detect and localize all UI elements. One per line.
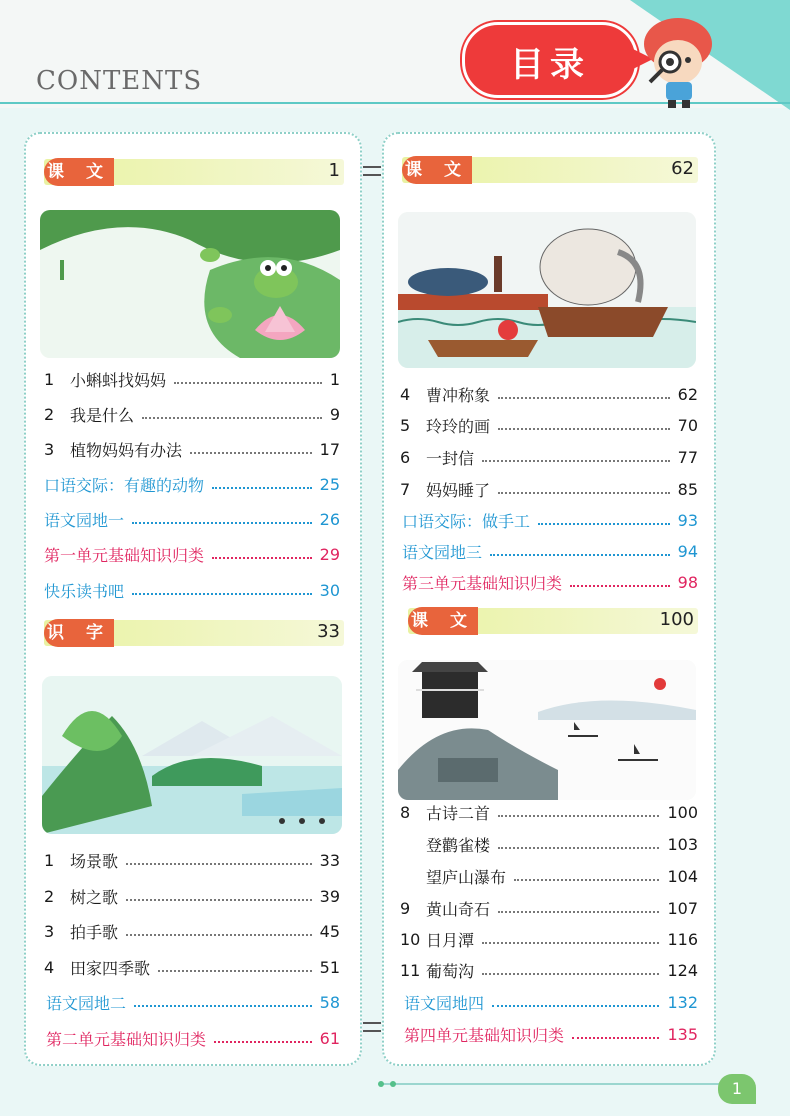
lesson-number: 6 <box>400 447 411 467</box>
page-number: 61 <box>319 1028 340 1048</box>
page-number: 77 <box>677 447 698 467</box>
toc-row[interactable] <box>402 538 698 564</box>
frog-lotus-illustration <box>40 210 340 358</box>
leader-dots <box>570 577 670 587</box>
lesson-title: 葡萄沟 <box>426 961 475 981</box>
lesson-title: 古诗二首 <box>426 803 491 823</box>
page-number: 17 <box>319 439 340 459</box>
section-page: 62 <box>671 158 694 179</box>
lesson-title: 口语交际：做手工 <box>402 511 531 531</box>
leader-dots <box>498 903 659 913</box>
page-number: 103 <box>667 834 698 854</box>
toc-row[interactable] <box>400 863 698 889</box>
page-number: 124 <box>667 960 698 980</box>
toc-row[interactable] <box>400 444 698 470</box>
toc-row[interactable] <box>402 569 698 595</box>
toc-row[interactable] <box>44 401 340 427</box>
leader-dots <box>126 926 312 936</box>
lesson-title: 语文园地四 <box>404 993 485 1013</box>
toc-row[interactable] <box>400 381 698 407</box>
leader-dots <box>498 389 670 399</box>
toc-row[interactable] <box>404 1021 698 1047</box>
page-number: 104 <box>667 866 698 886</box>
section-header-kewen-3 <box>408 608 698 634</box>
page-number: 62 <box>677 384 698 404</box>
leader-dots <box>126 855 312 865</box>
section-tag: 课 文 <box>44 158 114 186</box>
section-header-kewen-1 <box>44 159 344 185</box>
section-header-kewen-2 <box>402 157 698 183</box>
lesson-title: 登鹳雀楼 <box>426 835 491 855</box>
toc-row[interactable] <box>46 989 340 1015</box>
landscape-trees-illustration <box>42 676 342 834</box>
leader-dots <box>498 420 670 430</box>
leader-dots <box>212 549 312 559</box>
leader-dots <box>538 515 670 525</box>
footer-dot <box>378 1081 384 1087</box>
lesson-title: 我是什么 <box>70 405 135 425</box>
leader-dots <box>482 452 670 462</box>
lesson-title: 玲玲的画 <box>426 416 491 436</box>
toc-row[interactable] <box>400 799 698 825</box>
page-number: 25 <box>319 474 340 494</box>
footer-dot <box>390 1081 396 1087</box>
toc-row[interactable] <box>400 831 698 857</box>
section-tag: 识 字 <box>44 619 114 647</box>
page-number: 93 <box>677 510 698 530</box>
page-number: 1 <box>329 369 340 389</box>
lesson-number: 4 <box>44 957 55 977</box>
toc-row[interactable] <box>400 476 698 502</box>
page-number-badge: 1 <box>718 1074 756 1104</box>
leader-dots <box>142 409 322 419</box>
page-number: 107 <box>667 898 698 918</box>
lesson-title: 第四单元基础知识归类 <box>404 1025 565 1045</box>
leader-dots <box>214 1033 312 1043</box>
leader-dots <box>132 585 312 595</box>
page-number: 30 <box>319 580 340 600</box>
mascot-illustration <box>630 14 720 110</box>
lesson-title: 第三单元基础知识归类 <box>402 573 563 593</box>
lesson-title: 语文园地一 <box>44 510 125 530</box>
toc-row[interactable] <box>44 577 340 603</box>
lesson-number: 1 <box>44 369 55 389</box>
leader-dots <box>482 934 659 944</box>
page-number: 135 <box>667 1024 698 1044</box>
page-number: 29 <box>319 544 340 564</box>
leader-dots <box>492 997 659 1007</box>
lesson-number: 1 <box>44 850 55 870</box>
lesson-title: 树之歌 <box>70 887 119 907</box>
leader-dots <box>212 479 312 489</box>
leader-dots <box>132 514 312 524</box>
toc-row[interactable] <box>44 436 340 462</box>
footer-line <box>380 1083 740 1085</box>
toc-row[interactable] <box>44 918 340 944</box>
title-bubble <box>462 22 638 98</box>
lesson-title: 第一单元基础知识归类 <box>44 545 205 565</box>
leader-dots <box>490 546 670 556</box>
toc-row[interactable] <box>44 847 340 873</box>
lesson-number: 5 <box>400 415 411 435</box>
lesson-title: 曹冲称象 <box>426 385 491 405</box>
toc-row[interactable] <box>400 926 698 952</box>
lesson-title: 田家四季歌 <box>70 958 151 978</box>
lesson-number: 2 <box>44 886 55 906</box>
lesson-number: 2 <box>44 404 55 424</box>
leader-dots <box>174 374 322 384</box>
leader-dots <box>514 871 659 881</box>
leader-dots <box>498 807 659 817</box>
lesson-title: 黄山奇石 <box>426 899 491 919</box>
leader-dots <box>498 839 659 849</box>
lesson-number: 4 <box>400 384 411 404</box>
page-number: 33 <box>319 850 340 870</box>
leader-dots <box>158 962 312 972</box>
page-number: 85 <box>677 479 698 499</box>
lesson-number: 7 <box>400 479 411 499</box>
leader-dots <box>572 1029 659 1039</box>
page-number: 58 <box>319 992 340 1012</box>
tower-landscape-illustration <box>398 660 696 800</box>
panel-connector-icon <box>361 164 383 178</box>
leader-dots <box>498 484 670 494</box>
page-number: 45 <box>319 921 340 941</box>
page-number: 132 <box>667 992 698 1012</box>
page-number: 39 <box>319 886 340 906</box>
page-title: 目录 <box>510 45 590 85</box>
section-tag: 课 文 <box>402 156 472 184</box>
lesson-title: 拍手歌 <box>70 922 119 942</box>
leader-dots <box>190 444 312 454</box>
page-number: 98 <box>677 572 698 592</box>
toc-row[interactable] <box>44 954 340 980</box>
toc-row[interactable] <box>44 506 340 532</box>
page-number: 116 <box>667 929 698 949</box>
toc-row[interactable] <box>46 1025 340 1051</box>
lesson-title: 日月潭 <box>426 930 475 950</box>
lesson-number: 3 <box>44 439 55 459</box>
section-page: 100 <box>659 609 694 630</box>
lesson-title: 第二单元基础知识归类 <box>46 1029 207 1049</box>
page-number: 70 <box>677 415 698 435</box>
contents-label: CONTENTS <box>36 66 203 96</box>
toc-row[interactable] <box>44 471 340 497</box>
toc-row[interactable] <box>44 366 340 392</box>
page-number: 100 <box>667 802 698 822</box>
toc-row[interactable] <box>44 883 340 909</box>
leader-dots <box>482 965 659 975</box>
lesson-number: 8 <box>400 802 411 822</box>
page-number: 26 <box>319 509 340 529</box>
lesson-title: 场景歌 <box>70 851 119 871</box>
lesson-title: 一封信 <box>426 448 475 468</box>
leader-dots <box>134 997 312 1007</box>
lesson-title: 快乐读书吧 <box>44 581 125 601</box>
lesson-number: 10 <box>400 929 421 949</box>
page-number: 9 <box>329 404 340 424</box>
toc-row[interactable] <box>400 957 698 983</box>
toc-row[interactable] <box>400 895 698 921</box>
page-number: 51 <box>319 957 340 977</box>
lesson-number: 11 <box>400 960 421 980</box>
lesson-title: 语文园地三 <box>402 542 483 562</box>
toc-row[interactable] <box>404 989 698 1015</box>
lesson-title: 望庐山瀑布 <box>426 867 507 887</box>
toc-row[interactable] <box>402 507 698 533</box>
section-page: 33 <box>317 621 340 642</box>
section-header-shizi <box>44 620 344 646</box>
page-number: 94 <box>677 541 698 561</box>
toc-row[interactable] <box>44 541 340 567</box>
lesson-title: 妈妈睡了 <box>426 480 491 500</box>
elephant-boat-illustration <box>398 212 696 368</box>
lesson-number: 9 <box>400 898 411 918</box>
lesson-title: 语文园地二 <box>46 993 127 1013</box>
section-tag: 课 文 <box>408 607 478 635</box>
toc-row[interactable] <box>400 412 698 438</box>
lesson-title: 小蝌蚪找妈妈 <box>70 370 167 390</box>
leader-dots <box>126 891 312 901</box>
lesson-title: 植物妈妈有办法 <box>70 440 183 460</box>
section-page: 1 <box>328 160 340 181</box>
lesson-title: 口语交际：有趣的动物 <box>44 475 205 495</box>
lesson-number: 3 <box>44 921 55 941</box>
panel-connector-icon <box>361 1020 383 1034</box>
